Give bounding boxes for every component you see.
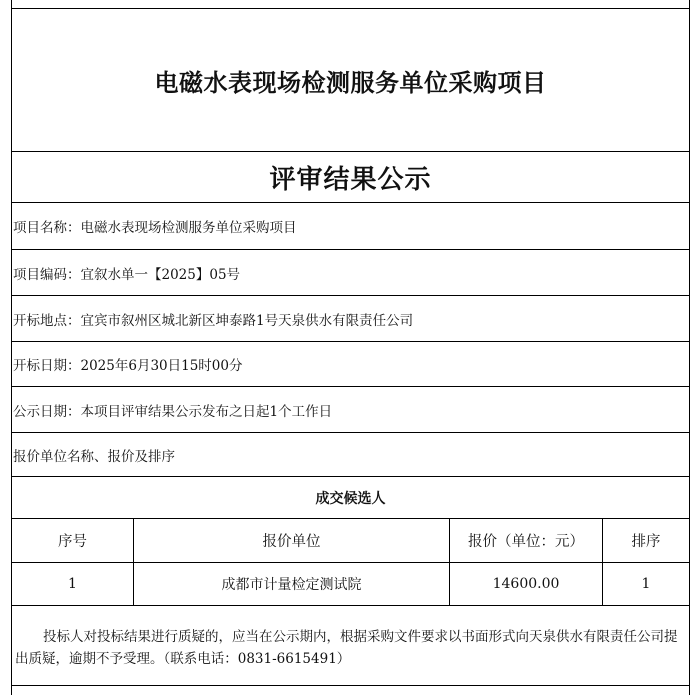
rule-13 (11, 685, 690, 686)
quote-header: 报价单位名称、报价及排序 (13, 448, 175, 465)
row-index: 1 (68, 576, 77, 592)
document-title: 电磁水表现场检测服务单位采购项目 (154, 68, 547, 97)
column-header-index: 序号 (58, 534, 87, 550)
column-header-unit: 报价单位 (262, 534, 321, 550)
column-header-price: 报价（单位：元） (468, 534, 584, 550)
objection-notice: 投标人对投标结果进行质疑的，应当在公示期内，根据采购文件要求以书面形式向天泉供水有限责任公司提出质疑，逾期不予受理。（联系电话：0831-6615491） (15, 629, 678, 667)
bid-date: 开标日期：2025年6月30日15时00分 (13, 358, 243, 374)
candidate-caption: 成交候选人 (315, 490, 386, 507)
project-code: 项目编码：宜叙水单一【2025】05号 (13, 266, 241, 283)
right-border (689, 0, 690, 695)
row-price: 14600.00 (492, 576, 560, 592)
notice-period: 公示日期：本项目评审结果公示发布之日起1个工作日 (13, 403, 333, 420)
column-header-rank: 排序 (631, 534, 661, 550)
row-unit: 成都市计量检定测试院 (221, 577, 362, 593)
bid-location: 开标地点：宜宾市叙州区城北新区坤泰路1号天泉供水有限责任公司 (13, 312, 414, 329)
project-name: 项目名称：电磁水表现场检测服务单位采购项目 (13, 220, 297, 236)
document-subtitle: 评审结果公示 (269, 164, 432, 195)
rule-12 (11, 605, 690, 606)
row-rank: 1 (641, 576, 651, 592)
